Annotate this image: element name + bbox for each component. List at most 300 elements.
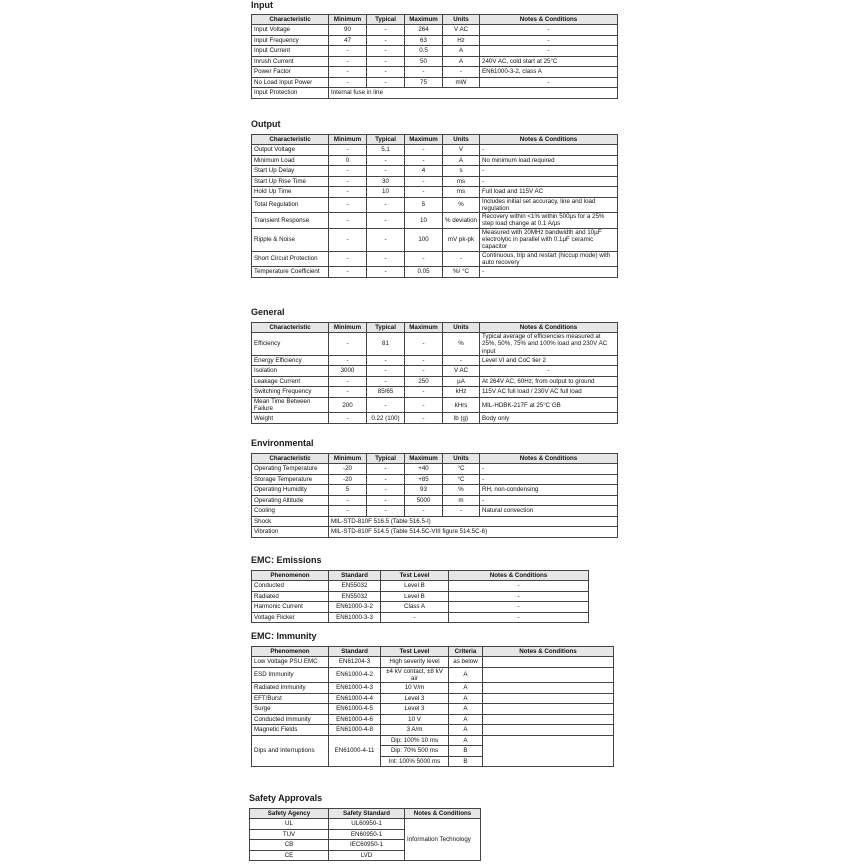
table-cell: High severity level <box>381 657 449 668</box>
header-row <box>252 323 618 333</box>
table-row <box>252 213 618 229</box>
table-cell: Radiated Immunity <box>252 683 329 694</box>
table-cell: EN61000-3-2 <box>329 602 381 613</box>
table-cell: EN61204-3 <box>329 657 381 668</box>
table-cell: - <box>480 495 618 506</box>
table-cell <box>483 735 614 767</box>
table-cell: Dip: 100% 10 ms <box>381 735 449 746</box>
table-cell: - <box>367 474 405 485</box>
table-cell: 240V AC, cold start at 25°C <box>480 56 618 67</box>
table-cell: - <box>367 464 405 475</box>
column-header: Notes & Conditions <box>480 454 618 464</box>
table-cell: EN61000-4-6 <box>329 714 381 725</box>
table-cell: mW <box>443 77 480 88</box>
table-cell: CE <box>250 850 329 861</box>
table-cell: 30 <box>367 176 405 187</box>
table-cell: A <box>449 714 483 725</box>
table-row <box>252 683 614 694</box>
table-cell: 63 <box>405 35 443 46</box>
table-row <box>252 376 618 387</box>
table-cell: Level VI and CoC tier 2 <box>480 355 618 366</box>
column-header: Minimum <box>329 15 367 25</box>
table-cell: Transient Response <box>252 213 329 229</box>
table-cell: LVD <box>329 850 405 861</box>
column-header: Notes & Conditions <box>483 647 614 657</box>
general-heading: General <box>251 307 285 317</box>
table-cell: Radiated <box>252 591 329 602</box>
environmental-heading: Environmental <box>251 438 314 448</box>
table-cell: - <box>405 333 443 356</box>
table-cell: - <box>329 77 367 88</box>
table-cell: - <box>443 506 480 517</box>
table-cell: % <box>443 333 480 356</box>
table-cell: - <box>329 376 367 387</box>
table-cell: - <box>367 155 405 166</box>
table-row <box>252 267 618 278</box>
table-cell: - <box>367 67 405 78</box>
table-cell: - <box>449 602 589 613</box>
table-row <box>252 88 618 99</box>
table-cell: - <box>329 145 367 156</box>
table-cell: lb (g) <box>443 413 480 424</box>
table-cell: 50 <box>405 56 443 67</box>
table-cell: as below <box>449 657 483 668</box>
table-cell: m <box>443 495 480 506</box>
table-cell: - <box>367 495 405 506</box>
table-cell: - <box>329 387 367 398</box>
table-cell: 264 <box>405 25 443 36</box>
table-cell: EN61000-3-3 <box>329 612 381 623</box>
table-cell: At 264V AC, 60Hz, from output to ground <box>480 376 618 387</box>
table-cell: - <box>329 166 367 177</box>
table-row <box>252 485 618 496</box>
table-cell: V <box>443 145 480 156</box>
emissions-header-row <box>252 571 589 581</box>
table-cell: 10 V <box>381 714 449 725</box>
column-header: Maximum <box>405 135 443 145</box>
table-cell: Full load and 115V AC <box>480 187 618 198</box>
safety-heading: Safety Approvals <box>249 793 323 803</box>
table-cell: 81 <box>367 333 405 356</box>
table-cell: Input Frequency <box>252 35 329 46</box>
table-cell: EN60950-1 <box>329 829 405 840</box>
table-cell: 5 <box>405 197 443 213</box>
column-header: Notes & Conditions <box>480 15 618 25</box>
table-cell: % <box>443 197 480 213</box>
table-row <box>252 366 618 377</box>
general-body <box>252 333 618 424</box>
table-cell: - <box>329 67 367 78</box>
table-cell: Hold Up Time <box>252 187 329 198</box>
table-cell: Start Up Rise Time <box>252 176 329 187</box>
table-cell: Recovery within <1% within 500µs for a 25% step load change at 0.1 A/µs <box>480 213 618 229</box>
table-cell: EFT/Burst <box>252 693 329 704</box>
table-row <box>252 355 618 366</box>
table-cell: Voltage Flicker <box>252 612 329 623</box>
table-cell: A <box>443 46 480 57</box>
table-row <box>252 714 614 725</box>
table-row <box>252 35 618 46</box>
table-cell: %/ °C <box>443 267 480 278</box>
table-row <box>252 413 618 424</box>
table-cell: - <box>405 155 443 166</box>
table-cell: 200 <box>329 397 367 413</box>
table-cell: 93 <box>405 485 443 496</box>
column-header: Safety Agency <box>250 809 329 819</box>
emissions-heading: EMC: Emissions <box>251 555 322 565</box>
table-cell: 5 <box>329 485 367 496</box>
table-cell: - <box>329 197 367 213</box>
table-cell: kHrs <box>443 397 480 413</box>
table-cell: EN61000-4-2 <box>329 667 381 683</box>
table-cell: 10 <box>405 213 443 229</box>
table-cell: - <box>480 166 618 177</box>
table-cell: - <box>329 495 367 506</box>
table-cell: V AC <box>443 366 480 377</box>
table-cell: MIL-STD-810F 514.5 (Table 514.5C-VIII figure 514.5C-6) <box>329 527 618 538</box>
table-cell: - <box>405 176 443 187</box>
immunity-body <box>252 657 614 767</box>
table-cell: Level B <box>381 581 449 592</box>
output-body <box>252 145 618 278</box>
table-cell: % deviation <box>443 213 480 229</box>
table-cell: Level 3 <box>381 704 449 715</box>
table-row <box>252 397 618 413</box>
table-cell: Mean Time Between Failure <box>252 397 329 413</box>
environmental-header-row <box>252 454 618 464</box>
table-cell: TUV <box>250 829 329 840</box>
table-cell: Switching Frequency <box>252 387 329 398</box>
table-cell: RH, non-condensing <box>480 485 618 496</box>
table-cell: Dips and Interruptions <box>252 735 329 767</box>
table-cell <box>483 693 614 704</box>
table-cell: ESD Immunity <box>252 667 329 683</box>
table-cell: mV pk-pk <box>443 228 480 251</box>
column-header: Phenomenon <box>252 647 329 657</box>
table-cell: - <box>405 67 443 78</box>
environmental-table <box>251 453 618 538</box>
table-cell: - <box>405 355 443 366</box>
table-cell: Total Regulation <box>252 197 329 213</box>
table-row <box>252 725 614 736</box>
table-cell: Class A <box>381 602 449 613</box>
table-cell: - <box>405 506 443 517</box>
table-cell: 90 <box>329 25 367 36</box>
table-cell <box>483 714 614 725</box>
table-cell: No minimum load required <box>480 155 618 166</box>
immunity-header-row <box>252 647 614 657</box>
table-cell: Temperature Coefficient <box>252 267 329 278</box>
table-cell: A <box>449 704 483 715</box>
table-cell: - <box>443 355 480 366</box>
column-header: Typical <box>367 454 405 464</box>
immunity-table <box>251 646 614 767</box>
table-cell: Includes initial set accuracy, line and load regulation <box>480 197 618 213</box>
table-cell <box>483 704 614 715</box>
safety-body <box>250 819 481 861</box>
table-cell: Cooling <box>252 506 329 517</box>
table-cell: Operating Humidity <box>252 485 329 496</box>
table-cell: UL <box>250 819 329 830</box>
table-row <box>250 819 481 830</box>
table-cell: - <box>405 145 443 156</box>
table-cell: Power Factor <box>252 67 329 78</box>
table-row <box>252 228 618 251</box>
table-row <box>252 667 614 683</box>
column-header: Units <box>443 15 480 25</box>
table-cell: EN61000-4-8 <box>329 725 381 736</box>
table-cell: - <box>329 213 367 229</box>
table-cell: - <box>480 464 618 475</box>
table-cell: IEC60950-1 <box>329 840 405 851</box>
table-cell: B <box>449 756 483 767</box>
table-cell: Energy Efficiency <box>252 355 329 366</box>
table-cell: - <box>367 376 405 387</box>
column-header: Maximum <box>405 454 443 464</box>
table-cell: - <box>381 612 449 623</box>
table-cell: - <box>449 591 589 602</box>
table-cell: - <box>367 197 405 213</box>
table-cell: - <box>405 397 443 413</box>
table-cell: - <box>480 77 618 88</box>
column-header: Units <box>443 454 480 464</box>
table-cell: - <box>405 387 443 398</box>
table-cell: 100 <box>405 228 443 251</box>
table-cell: - <box>329 46 367 57</box>
column-header: Notes & Conditions <box>405 809 481 819</box>
table-cell: Conducted Immunity <box>252 714 329 725</box>
table-row <box>252 333 618 356</box>
table-row <box>252 506 618 517</box>
table-cell: -20 <box>329 464 367 475</box>
column-header: Standard <box>329 571 381 581</box>
column-header: Safety Standard <box>329 809 405 819</box>
table-cell: A <box>449 725 483 736</box>
safety-header-row <box>250 809 481 819</box>
table-row <box>252 591 589 602</box>
table-cell: - <box>405 187 443 198</box>
table-cell: - <box>480 35 618 46</box>
table-cell: EN61000-4-3 <box>329 683 381 694</box>
column-header: Typical <box>367 135 405 145</box>
table-cell: - <box>329 413 367 424</box>
table-cell: - <box>367 355 405 366</box>
table-cell: - <box>367 56 405 67</box>
table-cell: 4 <box>405 166 443 177</box>
table-row <box>252 251 618 267</box>
column-header: Standard <box>329 647 381 657</box>
table-cell: - <box>449 612 589 623</box>
table-cell: ms <box>443 176 480 187</box>
table-cell <box>483 657 614 668</box>
table-cell: - <box>367 213 405 229</box>
table-cell: Leakage Current <box>252 376 329 387</box>
table-cell: 115V AC full load / 230V AC full load <box>480 387 618 398</box>
table-cell: 0.05 <box>405 267 443 278</box>
column-header: Minimum <box>329 135 367 145</box>
table-cell: CB <box>250 840 329 851</box>
table-cell: - <box>329 333 367 356</box>
column-header: Characteristic <box>252 15 329 25</box>
table-cell: - <box>329 228 367 251</box>
table-cell: - <box>480 267 618 278</box>
column-header: Characteristic <box>252 323 329 333</box>
table-cell: 10 <box>367 187 405 198</box>
table-cell: Hz <box>443 35 480 46</box>
table-row <box>252 602 589 613</box>
input-header-row <box>252 15 618 25</box>
table-cell: Dip: 70% 500 ms <box>381 746 449 757</box>
table-cell: Input Current <box>252 46 329 57</box>
table-cell: - <box>443 67 480 78</box>
table-cell <box>483 683 614 694</box>
table-cell: - <box>480 145 618 156</box>
table-cell: - <box>367 397 405 413</box>
table-cell: Surge <box>252 704 329 715</box>
output-table <box>251 134 618 278</box>
table-cell: Shock <box>252 516 329 527</box>
environmental-body <box>252 464 618 538</box>
table-cell: 10 V/m <box>381 683 449 694</box>
table-cell: Body only <box>480 413 618 424</box>
table-row <box>252 197 618 213</box>
general-table <box>251 322 618 424</box>
table-cell: B <box>449 746 483 757</box>
output-heading: Output <box>251 119 281 129</box>
table-row <box>252 657 614 668</box>
column-header: Maximum <box>405 15 443 25</box>
table-cell: Typical average of efficiencies measured at 25%, 50%, 75% and 100% load and 230V AC input <box>480 333 618 356</box>
table-cell: Information Technology <box>405 819 481 861</box>
table-cell: - <box>329 267 367 278</box>
table-row <box>252 704 614 715</box>
table-cell: V AC <box>443 25 480 36</box>
table-cell: Level B <box>381 591 449 602</box>
table-cell: A <box>443 56 480 67</box>
column-header: Characteristic <box>252 454 329 464</box>
table-cell: +40 <box>405 464 443 475</box>
table-cell: EN61000-4-5 <box>329 704 381 715</box>
table-row <box>252 693 614 704</box>
general-header-row <box>252 323 618 333</box>
table-cell: EN55032 <box>329 591 381 602</box>
table-row <box>252 735 614 746</box>
table-row <box>252 145 618 156</box>
table-cell: µA <box>443 376 480 387</box>
safety-table <box>249 808 481 861</box>
table-row <box>252 581 589 592</box>
table-cell: - <box>367 251 405 267</box>
table-cell: A <box>449 667 483 683</box>
table-cell: - <box>405 366 443 377</box>
table-row <box>252 67 618 78</box>
column-header: Characteristic <box>252 135 329 145</box>
table-cell: - <box>329 187 367 198</box>
table-cell: - <box>480 25 618 36</box>
table-cell: A <box>449 693 483 704</box>
table-cell: - <box>367 267 405 278</box>
table-cell: - <box>367 25 405 36</box>
table-cell: 0.22 (100) <box>367 413 405 424</box>
table-cell: Conducted <box>252 581 329 592</box>
table-cell: ±4 kV contact, ±8 kV air <box>381 667 449 683</box>
immunity-heading: EMC: Immunity <box>251 631 317 641</box>
input-table <box>251 14 618 99</box>
table-cell: - <box>367 166 405 177</box>
table-cell: Start Up Delay <box>252 166 329 177</box>
table-cell <box>483 725 614 736</box>
table-cell: 47 <box>329 35 367 46</box>
table-cell: Short Circuit Protection <box>252 251 329 267</box>
table-cell: Efficiency <box>252 333 329 356</box>
table-cell: Internal fuse in line <box>329 88 618 99</box>
table-cell: +85 <box>405 474 443 485</box>
table-row <box>252 56 618 67</box>
table-row <box>252 155 618 166</box>
table-cell: - <box>329 176 367 187</box>
column-header: Typical <box>367 15 405 25</box>
table-cell: 0.5 <box>405 46 443 57</box>
column-header: Typical <box>367 323 405 333</box>
table-cell <box>483 667 614 683</box>
table-cell: - <box>367 46 405 57</box>
table-cell: Output Voltage <box>252 145 329 156</box>
table-row <box>252 495 618 506</box>
table-cell: 5000 <box>405 495 443 506</box>
table-cell: - <box>443 251 480 267</box>
table-cell: Low Voltage PSU EMC <box>252 657 329 668</box>
table-cell: A <box>443 155 480 166</box>
table-row <box>252 77 618 88</box>
table-cell: Inrush Current <box>252 56 329 67</box>
table-cell: 3 A/m <box>381 725 449 736</box>
table-cell: - <box>367 366 405 377</box>
table-row <box>252 527 618 538</box>
table-cell: EN55032 <box>329 581 381 592</box>
table-cell: 85/65 <box>367 387 405 398</box>
column-header: Phenomenon <box>252 571 329 581</box>
table-cell: s <box>443 166 480 177</box>
column-header: Criteria <box>449 647 483 657</box>
table-cell: UL60950-1 <box>329 819 405 830</box>
table-cell: Minimum Load <box>252 155 329 166</box>
table-cell: Magnetic Fields <box>252 725 329 736</box>
table-row <box>252 25 618 36</box>
column-header: Units <box>443 323 480 333</box>
table-cell: - <box>449 581 589 592</box>
table-cell: Isolation <box>252 366 329 377</box>
table-cell: - <box>329 251 367 267</box>
table-cell: MIL-STD-810F 516.5 (Table 516.5-I) <box>329 516 618 527</box>
table-row <box>252 474 618 485</box>
table-cell: Operating Temperature <box>252 464 329 475</box>
table-cell: - <box>367 228 405 251</box>
table-cell: ms <box>443 187 480 198</box>
header-row <box>250 809 481 819</box>
table-cell: % <box>443 485 480 496</box>
column-header: Notes & Conditions <box>480 135 618 145</box>
table-cell: EN61000-3-2, class A <box>480 67 618 78</box>
table-cell: Storage Temperature <box>252 474 329 485</box>
table-row <box>252 612 589 623</box>
emissions-body <box>252 581 589 623</box>
table-cell: 250 <box>405 376 443 387</box>
table-cell: Operating Altitude <box>252 495 329 506</box>
table-row <box>252 387 618 398</box>
table-cell: Input Protection <box>252 88 329 99</box>
column-header: Maximum <box>405 323 443 333</box>
table-cell: - <box>367 35 405 46</box>
